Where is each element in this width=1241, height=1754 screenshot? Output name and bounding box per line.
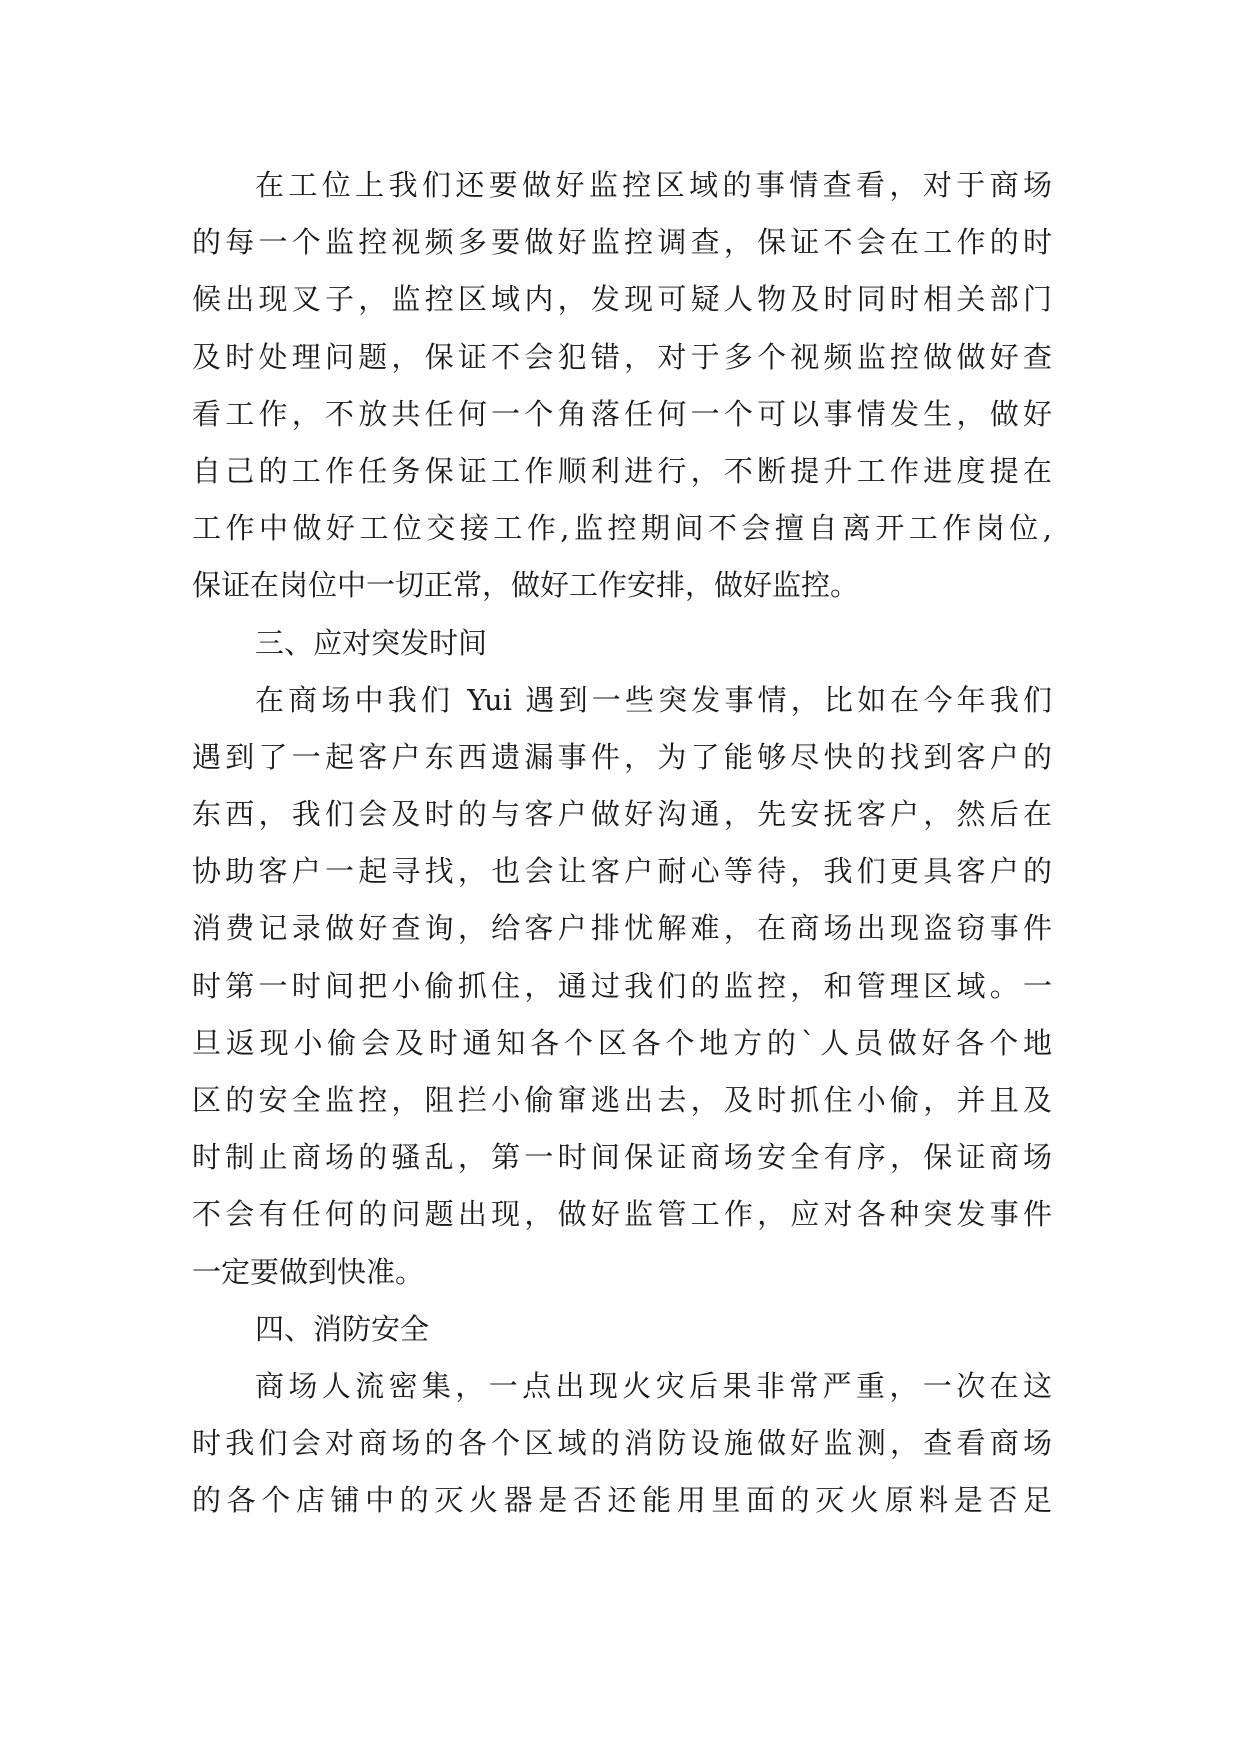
text-line: 及时处理问题，保证不会犯错，对于多个视频监控做做好查 (192, 339, 1052, 374)
text-line: 不会有任何的问题出现，做好监管工作，应对各种突发事件 (192, 1197, 1052, 1232)
text-line: 消费记录做好查询，给客户排忧解难，在商场出现盗窃事件 (192, 911, 1052, 946)
text-line: 协助客户一起寻找，也会让客户耐心等待，我们更具客户的 (192, 854, 1052, 889)
text-line: 遇到了一起客户东西遗漏事件，为了能够尽快的找到客户的 (192, 739, 1052, 774)
text-line: 自己的工作任务保证工作顺利进行，不断提升工作进度提在 (192, 453, 1052, 488)
text-line: 区的安全监控，阻拦小偷窜逃出去，及时抓住小偷，并且及 (192, 1083, 1052, 1117)
text-line: 时制止商场的骚乱，第一时间保证商场安全有序，保证商场 (192, 1140, 1052, 1175)
text-line: 在商场中我们 Yui 遇到一些突发事情，比如在今年我们 (255, 682, 1052, 717)
text-line: 时第一时间把小偷抓住，通过我们的监控，和管理区域。一 (192, 968, 1052, 1003)
text-line: 看工作，不放共任何一个角落任何一个可以事情发生，做好 (192, 396, 1052, 431)
text-line: 一定要做到快准。 (192, 1254, 425, 1289)
text-line: 保证在岗位中一切正常，做好工作安排，做好监控。 (192, 568, 860, 603)
section-heading: 三、应对突发时间 (255, 625, 488, 660)
text-line: 候出现叉子，监控区域内，发现可疑人物及时同时相关部门 (192, 282, 1052, 317)
text-line: 工作中做好工位交接工作,监控期间不会擅自离开工作岗位, (192, 511, 1052, 546)
text-line: 商场人流密集，一点出现火灾后果非常严重，一次在这 (255, 1368, 1052, 1403)
text-line: 时我们会对商场的各个区域的消防设施做好监测，查看商场 (192, 1426, 1052, 1461)
text-line: 东西，我们会及时的与客户做好沟通，先安抚客户，然后在 (192, 797, 1052, 832)
text-line: 的各个店铺中的灭火器是否还能用里面的灭火原料是否足 (192, 1483, 1052, 1518)
text-line: 旦返现小偷会及时通知各个区各个地方的`人员做好各个地 (192, 1025, 1052, 1060)
section-heading: 四、消防安全 (255, 1311, 430, 1346)
body-text (192, 157, 1052, 1530)
text-line: 在工位上我们还要做好监控区域的事情查看，对于商场 (255, 168, 1052, 202)
text-line: 的每一个监控视频多要做好监控调查，保证不会在工作的时 (192, 225, 1052, 260)
